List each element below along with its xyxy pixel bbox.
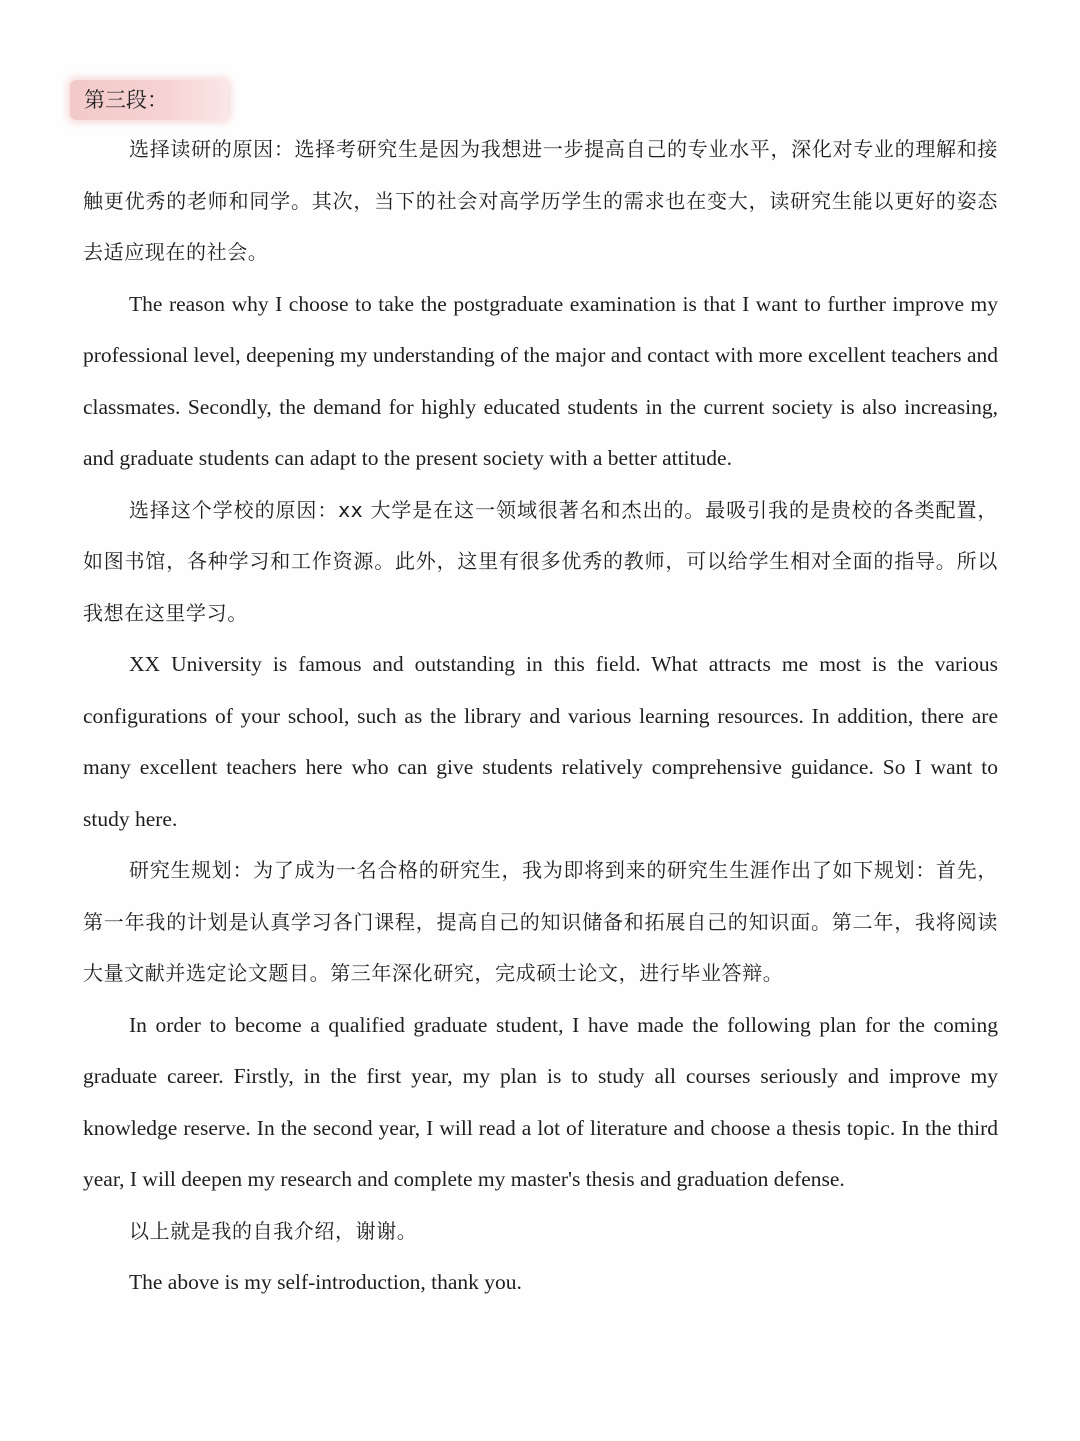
section-heading: 第三段：: [84, 88, 168, 112]
paragraph-reason-zh: 选择读研的原因：选择考研究生是因为我想进一步提高自己的专业水平，深化对专业的理解和接触更优秀的老师和同学。其次，当下的社会对高学历学生的需求也在变大，读研究生能以更好的姿态去适应现在的社会。: [83, 137, 998, 264]
paragraph-plan-en: In order to become a qualified graduate student, I have made the following plan for the coming graduate career. Firstly, in the first year, my plan is to study all courses seriously and improve my knowledge reserve. In the second year, I will read a lot of literature and choose a thesis topic. In the third year, I will deepen my research and complete my master's thesis and graduation defense.: [83, 1012, 998, 1191]
paragraph-school-zh: 选择这个学校的原因：xx 大学是在这一领域很著名和杰出的。最吸引我的是贵校的各类配置，如图书馆，各种学习和工作资源。此外，这里有很多优秀的教师，可以给学生相对全面的指导。所以我想在这里学习。: [83, 497, 998, 625]
document-body: [83, 124, 998, 1309]
paragraph-closing-zh: 以上就是我的自我介绍，谢谢。: [129, 1218, 418, 1243]
paragraph-school-en: XX University is famous and outstanding in this field. What attracts me most is the various configurations of your school, such as the library and various learning resources. In addition, there are many excellent teachers here who can give students relatively comprehensive guidance. So I want to study here.: [83, 652, 998, 831]
section-heading-highlight: [70, 80, 228, 120]
paragraph-reason-en: The reason why I choose to take the postgraduate examination is that I want to further improve my professional level, deepening my understanding of the major and contact with more excellent teachers and classmates. Secondly, the demand for highly educated students in the current society is also increasing, and graduate students can adapt to the present society with a better attitude.: [83, 291, 998, 470]
paragraph-plan-zh: 研究生规划：为了成为一名合格的研究生，我为即将到来的研究生生涯作出了如下规划：首先，第一年我的计划是认真学习各门课程，提高自己的知识储备和拓展自己的知识面。第二年，我将阅读大量文献并选定论文题目。第三年深化研究，完成硕士论文，进行毕业答辩。: [83, 858, 998, 985]
paragraph-closing-en: The above is my self-introduction, thank you.: [129, 1270, 522, 1294]
